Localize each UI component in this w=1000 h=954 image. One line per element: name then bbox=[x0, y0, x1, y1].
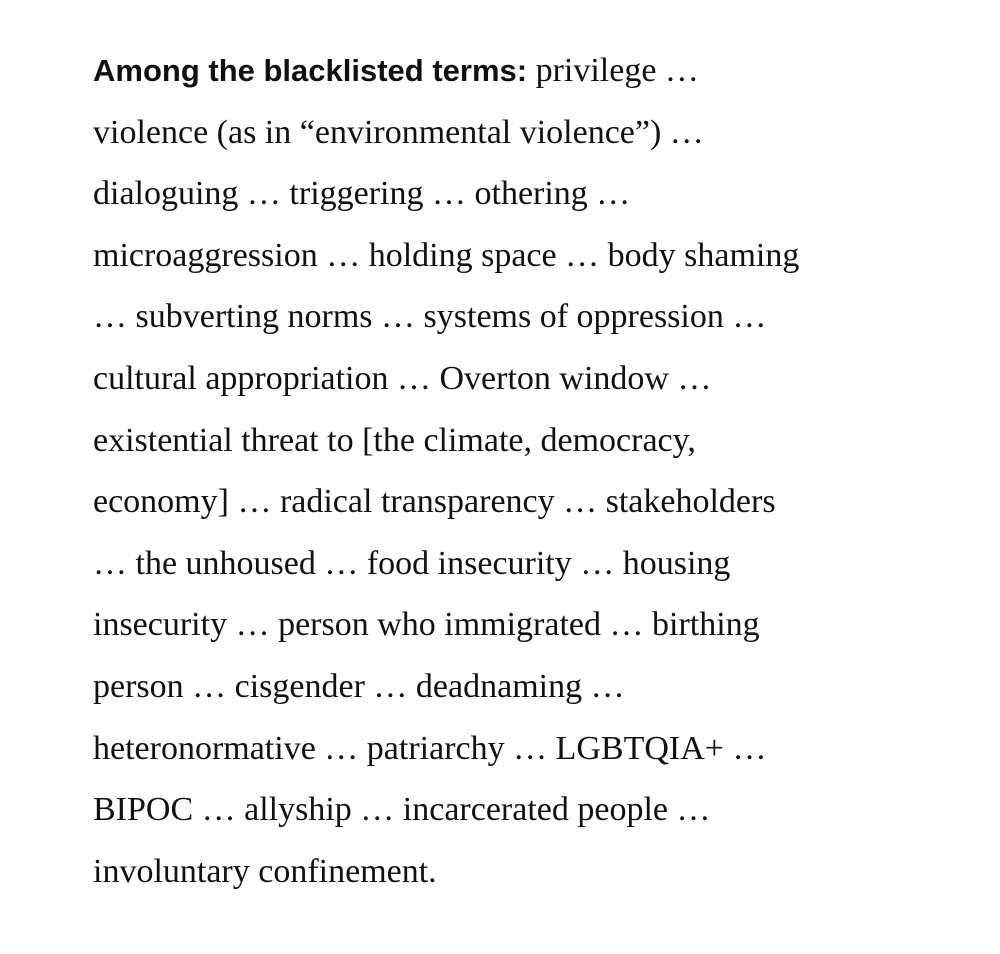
passage-line bbox=[93, 40, 953, 102]
passage-lead: Among the blacklisted terms: bbox=[93, 53, 528, 88]
passage-line: BIPOC … allyship … incarcerated people … bbox=[93, 791, 711, 829]
passage-line-text: privilege … bbox=[527, 52, 699, 89]
passage-line: dialoguing … triggering … othering … bbox=[93, 175, 631, 213]
passage-line: heteronormative … patriarchy … LGBTQIA+ … bbox=[93, 729, 767, 767]
passage-line: … the unhoused … food insecurity … housing bbox=[93, 544, 731, 582]
passage-line: violence (as in “environmental violence”) … bbox=[93, 113, 704, 151]
passage-line: existential threat to [the climate, democracy, bbox=[93, 421, 696, 459]
passage-line: cultural appropriation … Overton window … bbox=[93, 359, 712, 397]
article-passage bbox=[93, 40, 953, 902]
passage-line: person … cisgender … deadnaming … bbox=[93, 667, 625, 705]
passage-line: insecurity … person who immigrated … birthing bbox=[93, 606, 760, 644]
passage-line: economy] … radical transparency … stakeholders bbox=[93, 483, 776, 521]
passage-line: involuntary confinement. bbox=[93, 852, 437, 890]
passage-line: … subverting norms … systems of oppression … bbox=[93, 298, 767, 336]
passage-line: microaggression … holding space … body shaming bbox=[93, 236, 800, 274]
